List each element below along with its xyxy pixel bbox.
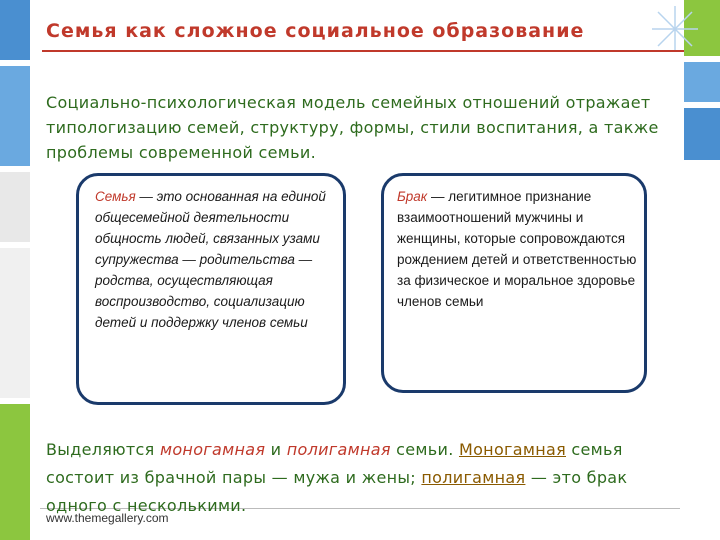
link-polygamous[interactable]: полигамная [421, 468, 526, 487]
footer-url: www.themegallery.com [46, 511, 169, 525]
term-marriage: Брак [397, 189, 428, 204]
conclusion-text-and: и [265, 440, 287, 459]
conclusion-text-2: семьи. [390, 440, 459, 459]
conclusion-text-4: — это брак одного с несколькими. [46, 468, 628, 515]
sparkle-decoration [650, 4, 700, 54]
term-polygamous: полигамная [286, 440, 391, 459]
conclusion-text-3: семья состоит из брачной пары — мужа и жены; [46, 440, 623, 487]
left-decorative-strip [0, 0, 30, 540]
title-underline [42, 50, 684, 52]
marriage-definition-text: — легитимное признание взаимоотношений мужчины и женщины, которые сопровождаются рождением детей и ответственностью за физическое и моральное здоровье членов семьи [397, 189, 637, 309]
intro-paragraph: Социально-психологическая модель семейных отношений отражает типологизацию семей, структуру, формы, стили воспитания, а также проблемы современной семьи. [46, 93, 659, 162]
term-family: Семья [95, 189, 136, 204]
conclusion-text-1: Выделяются [46, 440, 160, 459]
conclusion-paragraph [46, 436, 686, 520]
link-monogamous[interactable]: Моногамная [458, 440, 566, 459]
family-definition-text: — это основанная на единой общесемейной деятельности общность людей, связанных узами супружества — родительства — родства, осуществляющая воспроизводство, социализацию детей и поддержку членов семьи [95, 189, 326, 330]
definition-box-marriage [381, 173, 647, 393]
family-definition [95, 186, 335, 333]
definition-box-family [76, 173, 346, 405]
marriage-definition [397, 186, 637, 312]
term-monogamous: моногамная [159, 440, 266, 459]
page-title: Семья как сложное социальное образование [46, 20, 585, 42]
